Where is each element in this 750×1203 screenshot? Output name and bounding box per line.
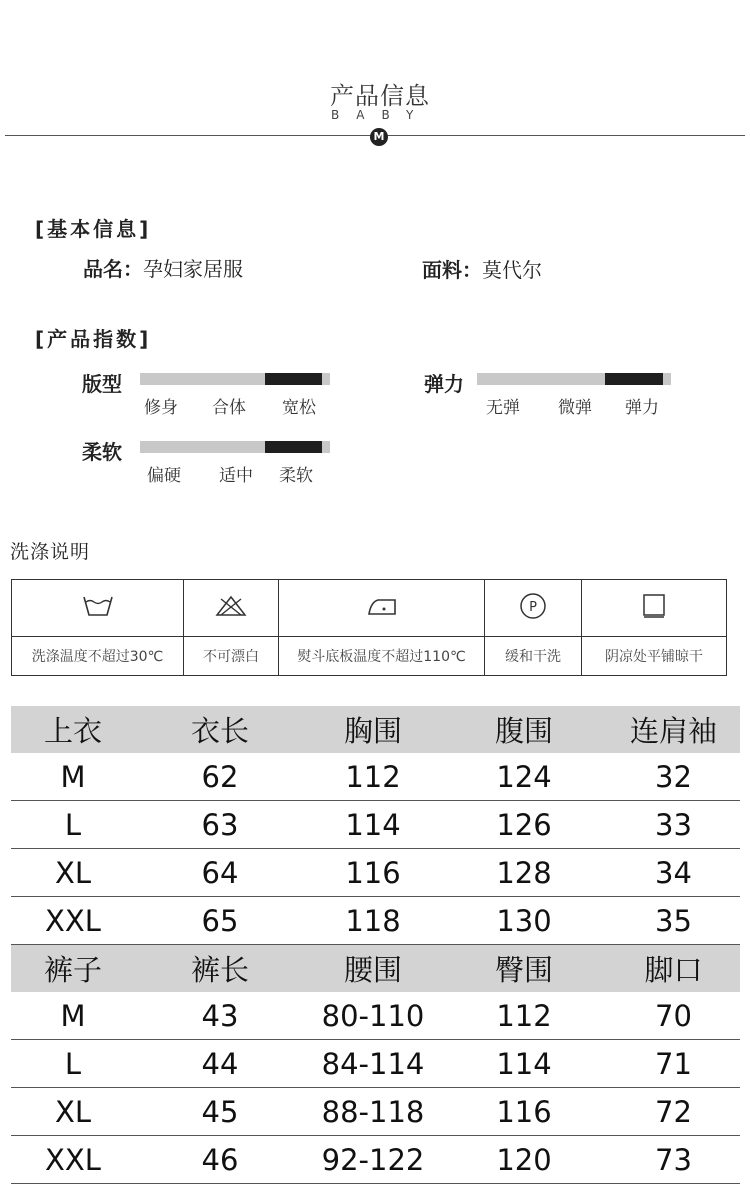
table-cell: 71 — [607, 1040, 740, 1088]
elasticity-tick-3: 弹力 — [625, 398, 659, 418]
softness-tick-3: 柔软 — [279, 466, 313, 486]
table-row — [11, 801, 740, 849]
table-header-cell: 连肩袖 — [607, 706, 740, 753]
table-row — [11, 753, 740, 801]
table-header-cell: 腹围 — [441, 706, 607, 753]
table-cell: 116 — [305, 849, 441, 897]
product-index-heading: [产品指数] — [35, 327, 152, 351]
table-row — [11, 1136, 740, 1184]
softness-bar-marker — [265, 441, 322, 453]
table-cell: XL — [11, 849, 135, 897]
fit-tick-1: 修身 — [144, 398, 178, 418]
elasticity-label: 弹力 — [424, 372, 464, 396]
table-cell: M — [11, 753, 135, 801]
table-cell: L — [11, 1040, 135, 1088]
table-cell: 33 — [607, 801, 740, 849]
table-cell: XXL — [11, 897, 135, 945]
table-header-cell: 臀围 — [441, 945, 607, 993]
iron-icon — [365, 594, 399, 618]
no-bleach-icon — [214, 594, 248, 618]
table-header-row — [11, 706, 740, 753]
table-header-cell: 腰围 — [305, 945, 441, 993]
table-cell: XL — [11, 1088, 135, 1136]
washing-icon-cell — [582, 580, 727, 637]
table-cell: 130 — [441, 897, 607, 945]
table-row — [11, 1040, 740, 1088]
table-cell: 35 — [607, 897, 740, 945]
washing-text: 缓和干洗 — [485, 637, 582, 676]
table-cell: 114 — [305, 801, 441, 849]
softness-tick-2: 适中 — [219, 466, 253, 486]
table-cell: 128 — [441, 849, 607, 897]
product-name-value: 孕妇家居服 — [143, 257, 243, 281]
table-header-cell: 胸围 — [305, 706, 441, 753]
washing-text: 洗涤温度不超过30℃ — [12, 637, 184, 676]
dry-flat-icon — [640, 592, 668, 620]
table-header-cell: 裤长 — [135, 945, 305, 993]
fabric — [422, 254, 542, 283]
page-subtitle: BABY — [331, 108, 431, 122]
fit-bar-marker — [265, 373, 322, 385]
table-cell: M — [11, 992, 135, 1040]
table-header-cell: 上衣 — [11, 706, 135, 753]
table-cell: 92-122 — [305, 1136, 441, 1184]
washing-icon-cell — [12, 580, 184, 637]
fabric-label: 面料： — [422, 258, 482, 282]
table-cell: 120 — [441, 1136, 607, 1184]
fit-label: 版型 — [82, 372, 122, 396]
elasticity-bar-marker — [605, 373, 663, 385]
table-cell: 118 — [305, 897, 441, 945]
table-cell: 45 — [135, 1088, 305, 1136]
svg-text:P: P — [529, 600, 537, 615]
washing-text: 不可漂白 — [184, 637, 279, 676]
table-row — [11, 992, 740, 1040]
table-row — [11, 1088, 740, 1136]
table-cell: 70 — [607, 992, 740, 1040]
washing-icon-cell — [184, 580, 279, 637]
table-cell: 72 — [607, 1088, 740, 1136]
table-row — [11, 849, 740, 897]
table-row — [11, 897, 740, 945]
wash-tub-icon — [81, 593, 115, 619]
softness-tick-1: 偏硬 — [147, 466, 181, 486]
basic-info-heading: [基本信息] — [35, 217, 152, 241]
table-cell: 43 — [135, 992, 305, 1040]
fit-bar — [140, 373, 330, 385]
table-cell: 112 — [441, 992, 607, 1040]
fabric-value: 莫代尔 — [482, 258, 542, 282]
table-cell: 34 — [607, 849, 740, 897]
table-cell: 64 — [135, 849, 305, 897]
washing-text: 熨斗底板温度不超过110℃ — [279, 637, 485, 676]
washing-text: 阴凉处平铺晾干 — [582, 637, 727, 676]
table-cell: 124 — [441, 753, 607, 801]
table-cell: 88-118 — [305, 1088, 441, 1136]
table-cell: 116 — [441, 1088, 607, 1136]
table-cell: 62 — [135, 753, 305, 801]
size-table — [11, 706, 740, 1184]
table-header-cell: 脚口 — [607, 945, 740, 993]
dry-clean-p-icon — [518, 591, 548, 621]
table-cell: 112 — [305, 753, 441, 801]
product-name — [83, 253, 243, 282]
softness-label: 柔软 — [82, 440, 122, 464]
table-cell: 114 — [441, 1040, 607, 1088]
table-cell: 126 — [441, 801, 607, 849]
m-badge-icon: M — [370, 128, 388, 146]
page-title: 产品信息 — [330, 82, 430, 110]
table-cell: 80-110 — [305, 992, 441, 1040]
table-cell: 73 — [607, 1136, 740, 1184]
table-cell: 44 — [135, 1040, 305, 1088]
table-cell: 84-114 — [305, 1040, 441, 1088]
elasticity-tick-1: 无弹 — [486, 398, 520, 418]
fit-tick-2: 合体 — [212, 398, 246, 418]
table-cell: 63 — [135, 801, 305, 849]
washing-icon-cell — [485, 580, 582, 637]
product-name-label: 品名： — [83, 257, 143, 281]
table-cell: 65 — [135, 897, 305, 945]
washing-title: 洗涤说明 — [10, 541, 91, 563]
softness-bar — [140, 441, 330, 453]
table-header-row — [11, 945, 740, 993]
table-cell: 32 — [607, 753, 740, 801]
table-cell: L — [11, 801, 135, 849]
table-cell: XXL — [11, 1136, 135, 1184]
table-header-cell: 衣长 — [135, 706, 305, 753]
elasticity-tick-2: 微弹 — [558, 398, 592, 418]
fit-tick-3: 宽松 — [282, 398, 316, 418]
table-cell: 46 — [135, 1136, 305, 1184]
elasticity-bar — [477, 373, 671, 385]
table-header-cell: 裤子 — [11, 945, 135, 993]
washing-icon-cell — [279, 580, 485, 637]
washing-table — [11, 579, 727, 676]
